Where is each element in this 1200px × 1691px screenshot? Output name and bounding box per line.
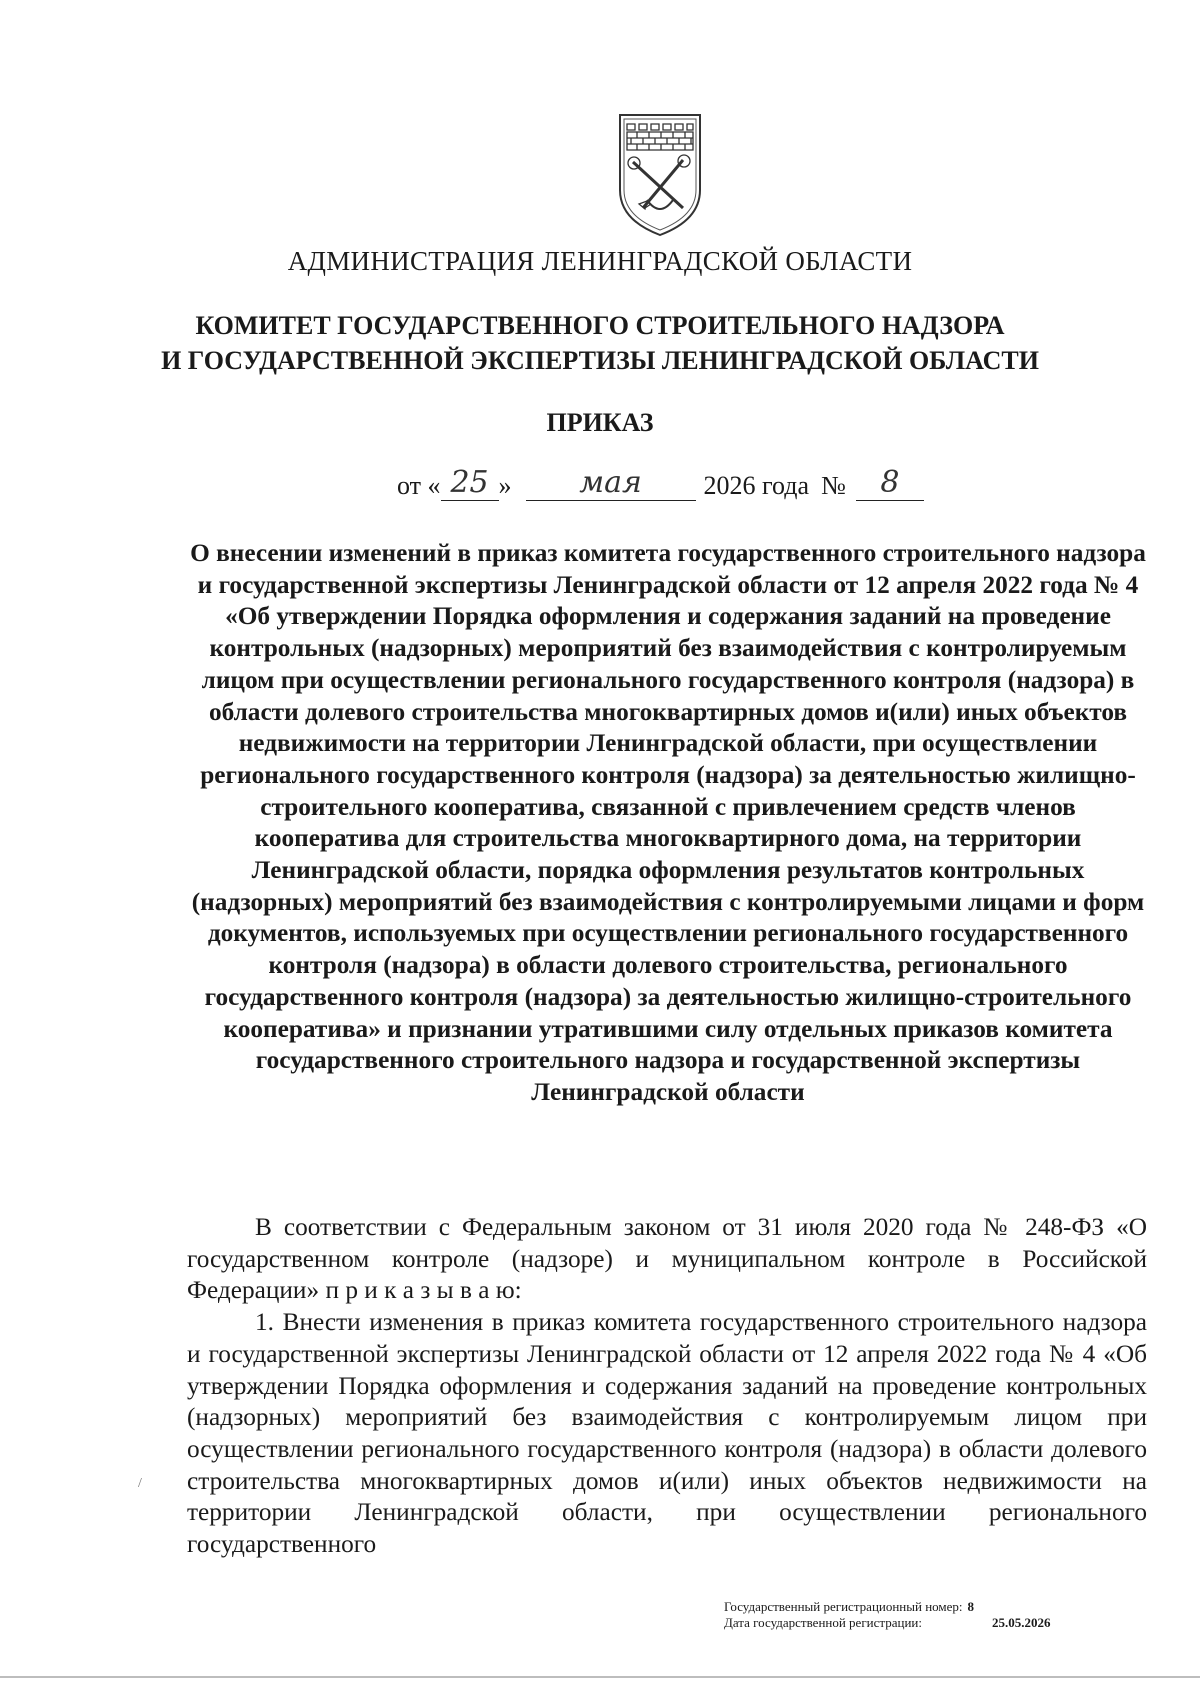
number-sign: №: [821, 471, 846, 500]
handwritten-month: мая: [526, 466, 696, 501]
preamble-text: В соответствии с Федеральным законом от 31 июля 2020 года № 248-ФЗ «О государственном контроле (надзоре) и муниципальном контроле в Российской Федерации»: [187, 1213, 1147, 1305]
handwritten-order-number: 8: [856, 466, 924, 501]
date-year: 2026 года: [703, 471, 810, 500]
registration-date-row: [724, 1615, 1051, 1631]
registration-number-row: [724, 1599, 1051, 1615]
scan-bottom-edge: [0, 1676, 1200, 1678]
registration-number-label: Государственный регистрационный номер:: [724, 1599, 963, 1614]
document-type: ПРИКАЗ: [546, 408, 654, 437]
registration-date-value: 25.05.2026: [992, 1615, 1051, 1630]
order-body: [187, 1212, 1147, 1561]
committee-title-line-1: КОМИТЕТ ГОСУДАРСТВЕННОГО СТРОИТЕЛЬНОГО НАДЗОРА: [195, 311, 1005, 340]
scan-speck: /: [138, 1476, 142, 1491]
committee-title: [0, 308, 1200, 378]
handwritten-day: 25: [441, 466, 499, 501]
date-prefix: от «: [397, 471, 441, 500]
order-verb: п р и к а з ы в а ю:: [325, 1276, 522, 1305]
order-date-line: [397, 466, 924, 501]
registration-stamp: [724, 1599, 1051, 1631]
registration-number-value: 8: [967, 1599, 975, 1614]
committee-title-line-2: И ГОСУДАРСТВЕННОЙ ЭКСПЕРТИЗЫ ЛЕНИНГРАДСКОЙ ОБЛАСТИ: [161, 346, 1039, 375]
registration-date-label: Дата государственной регистрации:: [724, 1615, 922, 1630]
item-1-paragraph: 1. Внести изменения в приказ комитета государственного строительного надзора и государственной экспертизы Ленинградской области от 12 апреля 2022 года № 4 «Об утверждении Порядка оформления и содержания заданий на проведение контрольных (надзорных) мероприятий без взаимодействия с контролируемым лицом при осуществлении регионального государственного контроля (надзора) в области долевого строительства многоквартирных домов и(или) иных объектов недвижимости на территории Ленинградской области, при осуществлении регионального государственного: [187, 1308, 1147, 1559]
preamble-paragraph: [187, 1212, 1147, 1307]
leningrad-oblast-coat-of-arms-icon: [615, 110, 705, 240]
administration-title: АДМИНИСТРАЦИЯ ЛЕНИНГРАДСКОЙ ОБЛАСТИ: [287, 246, 913, 276]
order-subject: О внесении изменений в приказ комитета государственного строительного надзора и государственной экспертизы Ленинградской области от 12 апреля 2022 года № 4 «Об утверждении Порядка оформления и содержания заданий на проведение контрольных (надзорных) мероприятий без взаимодействия с контролируемым лицом при осуществлении регионального государственного контроля (надзора) в области долевого строительства многоквартирных домов и(или) иных объектов недвижимости на территории Ленинградской области, при осуществлении регионального государственного контроля (надзора) за деятельностью жилищно-строительного кооператива, связанной с привлечением средств членов кооператива для строительства многоквартирного дома, на территории Ленинградской области, порядка оформления результатов контрольных (надзорных) мероприятий без взаимодействия с контролируемыми лицами и форм документов, используемых при осуществлении регионального государственного контроля (надзора) в области долевого строительства, регионального государственного контроля (надзора) за деятельностью жилищно-строительного кооператива» и признании утратившими силу отдельных приказов комитета государственного строительного надзора и государственной экспертизы Ленинградской области: [190, 539, 1146, 1106]
date-quote-close: »: [498, 471, 512, 500]
